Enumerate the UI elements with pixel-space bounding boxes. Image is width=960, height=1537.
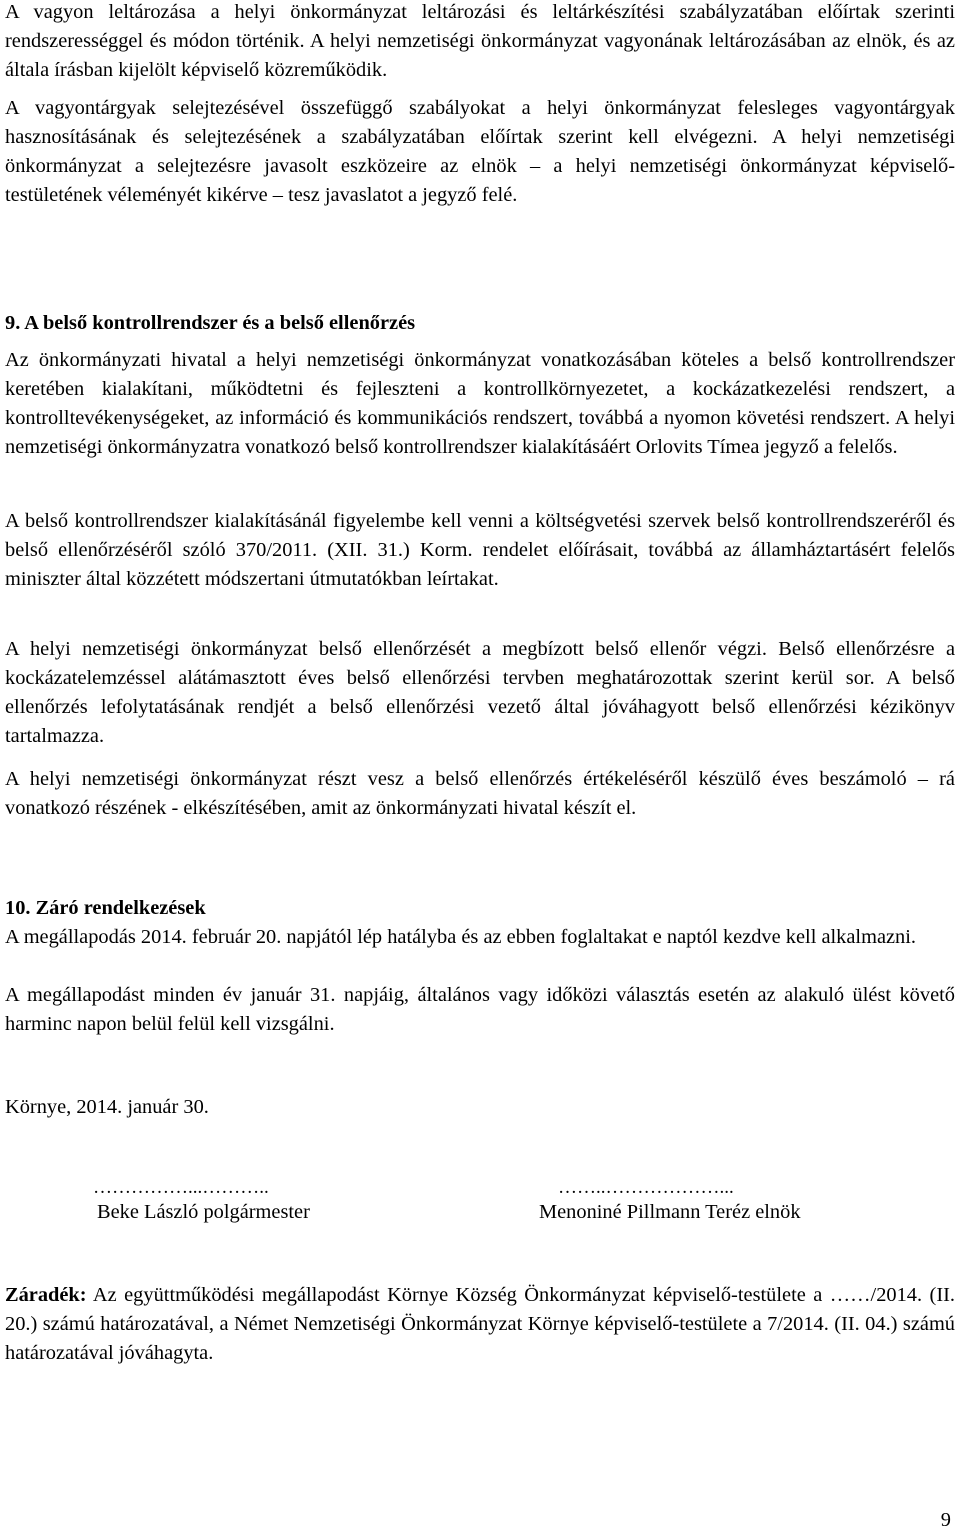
paragraph-audit-report: A helyi nemzetiségi önkormányzat részt vesz a belső ellenőrzés értékeléséről készülő éves beszámoló – rá vonatkozó részének - elkészítésében, amit az önkormányzati hivatal készít el.	[5, 768, 955, 819]
signature-line-right: ……..………………...	[558, 1177, 734, 1198]
approval-clause	[5, 1281, 955, 1368]
paragraph-control-regulation: A belső kontrollrendszer kialakításánál figyelembe kell venni a költségvetési szervek belső kontrollrendszeréről és belső ellenőrzéséről szóló 370/2011. (XII. 31.) Korm. rendelet előírásait, továbbá az államháztartásért felelős miniszter által közzétett módszertani útmutatókban leírtakat.	[5, 510, 955, 590]
paragraph-effective-date: A megállapodás 2014. február 20. napjától lép hatályba és az ebben foglaltakat e naptól kezdve kell alkalmazni.	[5, 926, 916, 948]
signatory-mayor: Beke László polgármester	[97, 1201, 310, 1223]
clause-label: Záradék:	[5, 1284, 87, 1306]
paragraph-disposal: A vagyontárgyak selejtezésével összefüggő szabályokat a helyi önkormányzat felesleges vagyontárgyak hasznosításának és selejtezésének a szabályzatában előírtak szerint kell elvégezni. A helyi nemzetiségi önkormányzat a selejtezésre javasolt eszközeire az elnök – a helyi nemzetiségi önkormányzat képviselő-testületének véleményét kikérve – tesz javaslatot a jegyző felé.	[5, 97, 955, 206]
section-10-heading: 10. Záró rendelkezések	[5, 897, 206, 919]
signatory-chair: Menoniné Pillmann Teréz elnök	[539, 1201, 801, 1223]
section-9-heading: 9. A belső kontrollrendszer és a belső ellenőrzés	[5, 312, 416, 334]
paragraph-internal-audit: A helyi nemzetiségi önkormányzat belső ellenőrzését a megbízott belső ellenőr végzi. Belső ellenőrzésre a kockázatelemzéssel alátámasztott éves belső ellenőrzési tervben meghatározottak szerint kerül sor. A belső ellenőrzés lefolytatásának rendjét a belső ellenőrzési vezető által jóváhagyott belső ellenőrzési kézikönyv tartalmazza.	[5, 638, 955, 747]
clause-text: Az együttműködési megállapodást Környe Község Önkormányzat képviselő-testülete a ……/2014. (II. 20.) számú határozatával, a Német Nemzetiségi Önkormányzat Környe képviselő-testülete a 7/2014. (II. 04.) számú határozatával jóváhagyta.	[5, 1284, 955, 1364]
page-number: 9	[940, 1509, 951, 1531]
document-page	[5, 0, 955, 1537]
paragraph-review: A megállapodást minden év január 31. napjáig, általános vagy időközi választás esetén az alakuló ülést követő harminc napon belül felül kell vizsgálni.	[5, 984, 955, 1035]
place-date: Környe, 2014. január 30.	[5, 1096, 209, 1118]
signature-line-left: ……………...………..	[93, 1177, 269, 1198]
paragraph-inventory: A vagyon leltározása a helyi önkormányzat leltározási és leltárkészítési szabályzatában előírtak szerinti rendszerességgel és módon történik. A helyi nemzetiségi önkormányzat vagyonának leltározásában az elnök, és az általa írásban kijelölt képviselő közreműködik.	[5, 1, 955, 81]
paragraph-control-system: Az önkormányzati hivatal a helyi nemzetiségi önkormányzat vonatkozásában köteles a belső kontrollrendszer keretében kialakítani, működtetni és fejleszteni a kontrollkörnyezetet, a kockázatkezelési rendszert, a kontrolltevékenységeket, az információ és kommunikációs rendszert, továbbá a nyomon követési rendszert. A helyi nemzetiségi önkormányzatra vonatkozó belső kontrollrendszer kialakításáért Orlovits Tímea jegyző a felelős.	[5, 349, 955, 458]
